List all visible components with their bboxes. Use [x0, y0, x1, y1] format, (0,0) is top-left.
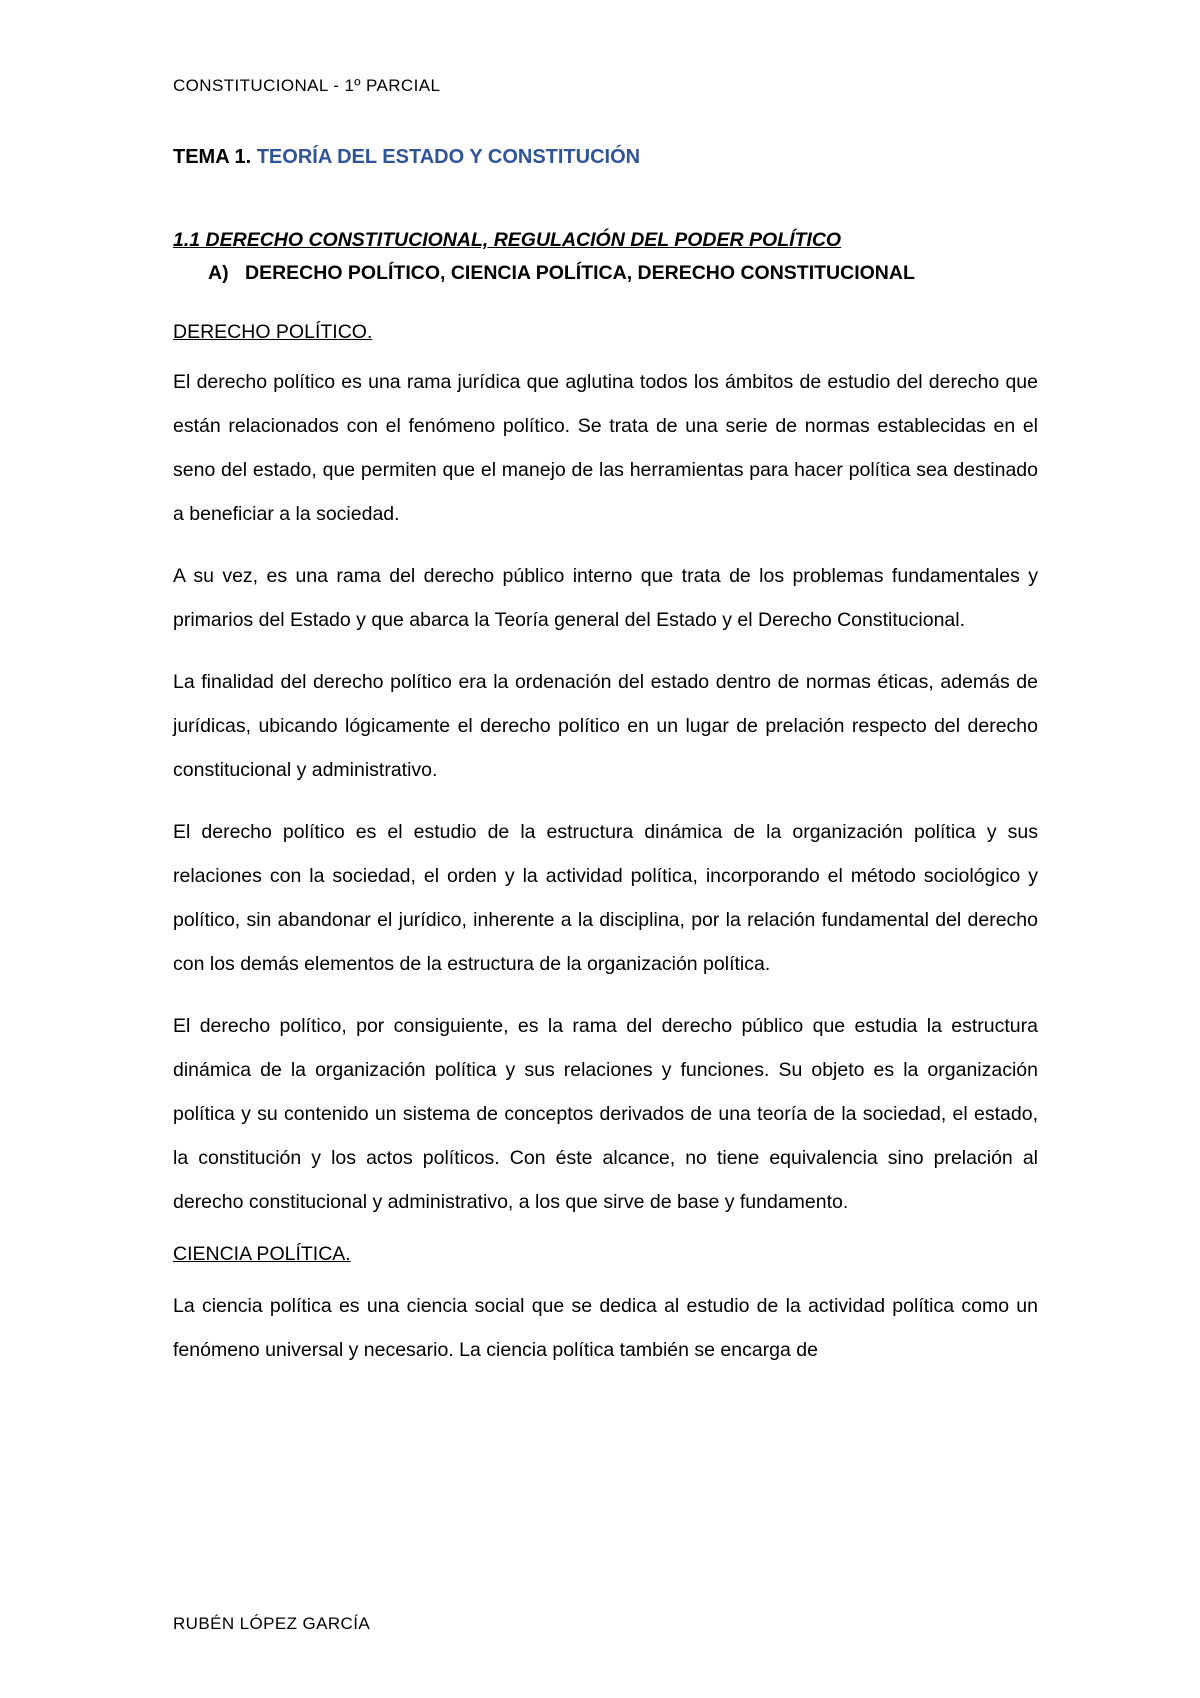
paragraph: La ciencia política es una ciencia social que se dedica al estudio de la actividad política como un fenómeno universal y necesario. La ciencia política también se encarga de	[173, 1295, 1038, 1361]
subsection-title-text: DERECHO POLÍTICO, CIENCIA POLÍTICA, DERECHO CONSTITUCIONAL	[245, 262, 915, 284]
subsection-title	[208, 261, 1038, 285]
paragraph: El derecho político es el estudio de la estructura dinámica de la organización política y sus relaciones con la sociedad, el orden y la actividad política, incorporando el método sociológico y político, sin abandonar el jurídico, inherente a la disciplina, por la relación fundamental del derecho con los demás elementos de la estructura de la organización política.	[173, 821, 1038, 975]
heading-derecho-politico: DERECHO POLÍTICO.	[173, 321, 373, 343]
subsection-letter: A)	[208, 262, 229, 284]
paragraph: El derecho político es una rama jurídica que aglutina todos los ámbitos de estudio del derecho que están relacionados con el fenómeno político. Se trata de una serie de normas establecidas en el seno del estado, que permiten que el manejo de las herramientas para hacer política sea destinado a beneficiar a la sociedad.	[173, 371, 1038, 525]
tema-title	[173, 145, 1038, 169]
paragraph: La finalidad del derecho político era la ordenación del estado dentro de normas éticas, además de jurídicas, ubicando lógicamente el derecho político en un lugar de prelación respecto del derecho constitucional y administrativo.	[173, 671, 1038, 781]
tema-prefix: TEMA 1.	[173, 146, 257, 168]
heading-ciencia-politica: CIENCIA POLÍTICA.	[173, 1243, 351, 1265]
section-title: 1.1 DERECHO CONSTITUCIONAL, REGULACIÓN DEL PODER POLÍTICO	[173, 229, 842, 251]
document-body	[173, 145, 1038, 1372]
paragraph: El derecho político, por consiguiente, es la rama del derecho público que estudia la estructura dinámica de la organización política y sus relaciones y funciones. Su objeto es la organización política y su contenido un sistema de conceptos derivados de una teoría de la sociedad, el estado, la constitución y los actos políticos. Con éste alcance, no tiene equivalencia sino prelación al derecho constitucional y administrativo, a los que sirve de base y fundamento.	[173, 1015, 1038, 1213]
page-footer: RUBÉN LÓPEZ GARCÍA	[173, 1614, 371, 1633]
paragraph: A su vez, es una rama del derecho público interno que trata de los problemas fundamentales y primarios del Estado y que abarca la Teoría general del Estado y el Derecho Constitucional.	[173, 565, 1038, 631]
tema-title-text: TEORÍA DEL ESTADO Y CONSTITUCIÓN	[256, 146, 641, 168]
page-header: CONSTITUCIONAL - 1º PARCIAL	[173, 76, 441, 95]
